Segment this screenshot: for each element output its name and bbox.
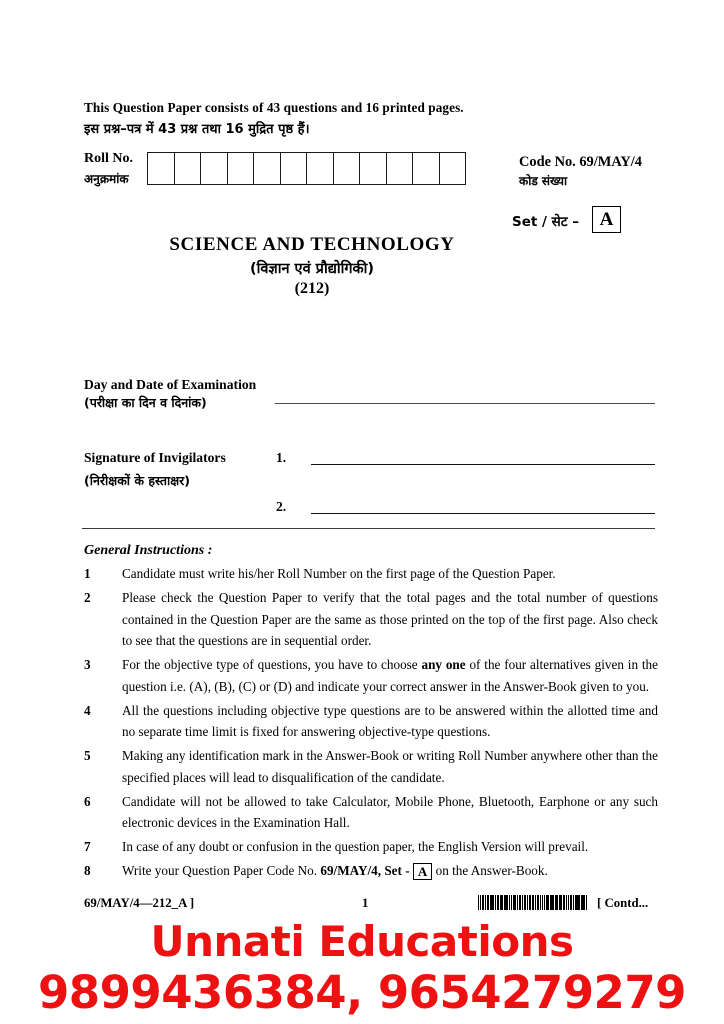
invigilator-signature-label-english: Signature of Invigilators: [84, 450, 226, 465]
instruction-item: [84, 654, 658, 697]
instruction-text: All the questions including objective type questions are to be answered within the allotted time and no separate time limit is fixed for answering objective-type questions.: [122, 702, 658, 739]
barcode-bar: [487, 895, 489, 910]
roll-number-cell[interactable]: [307, 153, 334, 184]
subject-title-english: SCIENCE AND TECHNOLOGY: [169, 234, 455, 255]
instruction-number: 8: [84, 863, 91, 878]
footer-page-number: 1: [362, 896, 369, 910]
invigilator-1-signature-line[interactable]: [311, 464, 655, 465]
barcode-bar: [560, 895, 562, 910]
invigilator-2-number: 2.: [276, 499, 287, 514]
instruction-number: 7: [84, 839, 91, 854]
roll-number-cell[interactable]: [254, 153, 281, 184]
watermark-institute-name: Unnati Educations: [150, 917, 574, 966]
section-divider: [82, 528, 655, 529]
instruction-item: [84, 860, 658, 882]
instruction-item: [84, 745, 658, 788]
roll-number-cell[interactable]: [148, 153, 175, 184]
instruction-item: [84, 700, 658, 743]
footer-continued-label: [ Contd...: [597, 896, 649, 910]
invigilator-1-number: 1.: [276, 450, 287, 465]
code-number-hindi: कोड संख्या: [519, 174, 568, 188]
instruction-set-box: A: [413, 863, 432, 880]
instruction-text: Candidate must write his/her Roll Number on the first page of the Question Paper.: [122, 566, 556, 581]
instruction-text: For the objective type of questions, you have to choose any one of the four alternatives given in the question i.e. (A), (B), (C) or (D) and indicate your correct answer in the Answer-Book given to you.: [122, 657, 658, 694]
general-instructions-list: [84, 563, 658, 884]
subject-code: (212): [294, 280, 330, 297]
day-date-fill-line[interactable]: [275, 403, 655, 404]
subject-title-hindi: (विज्ञान एवं प्रौद्योगिकी): [249, 261, 375, 277]
roll-number-input-grid[interactable]: [147, 152, 466, 185]
instruction-text: Write your Question Paper Code No. 69/MAY/4, Set - A on the Answer-Book.: [122, 863, 548, 879]
day-date-label-hindi: (परीक्षा का दिन व दिनांक): [84, 395, 207, 410]
roll-number-cell[interactable]: [413, 153, 440, 184]
roll-number-cell[interactable]: [201, 153, 228, 184]
instruction-item: [84, 587, 658, 652]
roll-number-cell[interactable]: [281, 153, 308, 184]
roll-number-cell[interactable]: [360, 153, 387, 184]
barcode-bar: [576, 895, 578, 910]
question-paper-notice-hindi: इस प्रश्न–पत्र में 43 प्रश्न तथा 16 मुद्रित पृष्ठ हैं।: [84, 122, 310, 137]
instruction-number: 3: [84, 657, 91, 672]
instruction-number: 2: [84, 590, 91, 605]
instruction-text: Making any identification mark in the Answer-Book or writing Roll Number anywhere other than the specified places will lead to disqualification of the candidate.: [122, 748, 658, 785]
invigilator-2-signature-line[interactable]: [311, 513, 655, 514]
instruction-number: 5: [84, 748, 91, 763]
instruction-item: [84, 791, 658, 834]
instruction-text: Please check the Question Paper to verify that the total pages and the total number of questions contained in the Question Paper are the same as those printed on the top of the first page. Also check to see that the questions are in sequential order.: [122, 590, 658, 648]
barcode-bar: [529, 895, 531, 910]
set-value-box: A: [592, 206, 621, 233]
instruction-emphasis: any one: [421, 657, 466, 672]
roll-number-label-english: Roll No.: [84, 151, 133, 166]
roll-number-cell[interactable]: [175, 153, 202, 184]
code-number-english: Code No. 69/MAY/4: [519, 154, 642, 170]
instruction-item: [84, 563, 658, 585]
roll-number-cell[interactable]: [228, 153, 255, 184]
barcode: [478, 895, 588, 910]
instruction-item: [84, 836, 658, 858]
watermark-phone-numbers: 9899436384, 9654279279: [38, 966, 686, 1019]
barcode-bar: [514, 895, 516, 910]
instruction-text: Candidate will not be allowed to take Calculator, Mobile Phone, Bluetooth, Earphone or any such electronic devices in the Examination Hall.: [122, 793, 658, 830]
roll-number-cell[interactable]: [334, 153, 361, 184]
instruction-emphasis: 69/MAY/4, Set -: [320, 863, 410, 878]
question-paper-notice-english: This Question Paper consists of 43 questions and 16 printed pages.: [84, 100, 464, 115]
instruction-number: 6: [84, 793, 91, 809]
invigilator-signature-label-hindi: (निरीक्षकों के हस्ताक्षर): [84, 473, 190, 488]
roll-number-cell[interactable]: [387, 153, 414, 184]
barcode-bar: [500, 895, 502, 910]
set-label: Set / सेट –: [512, 214, 580, 230]
footer-paper-code: 69/MAY/4—212_A ]: [84, 896, 195, 910]
roll-number-label-hindi: अनुक्रमांक: [84, 172, 129, 186]
instruction-text: In case of any doubt or confusion in the question paper, the English Version will prevail.: [122, 839, 589, 854]
day-date-label-english: Day and Date of Examination: [84, 377, 257, 392]
instruction-number: 1: [84, 566, 91, 581]
general-instructions-heading: General Instructions :: [84, 543, 213, 558]
barcode-bar: [546, 895, 548, 910]
instruction-number: 4: [84, 702, 91, 718]
barcode-bar: [586, 895, 587, 910]
roll-number-cell[interactable]: [440, 153, 466, 184]
